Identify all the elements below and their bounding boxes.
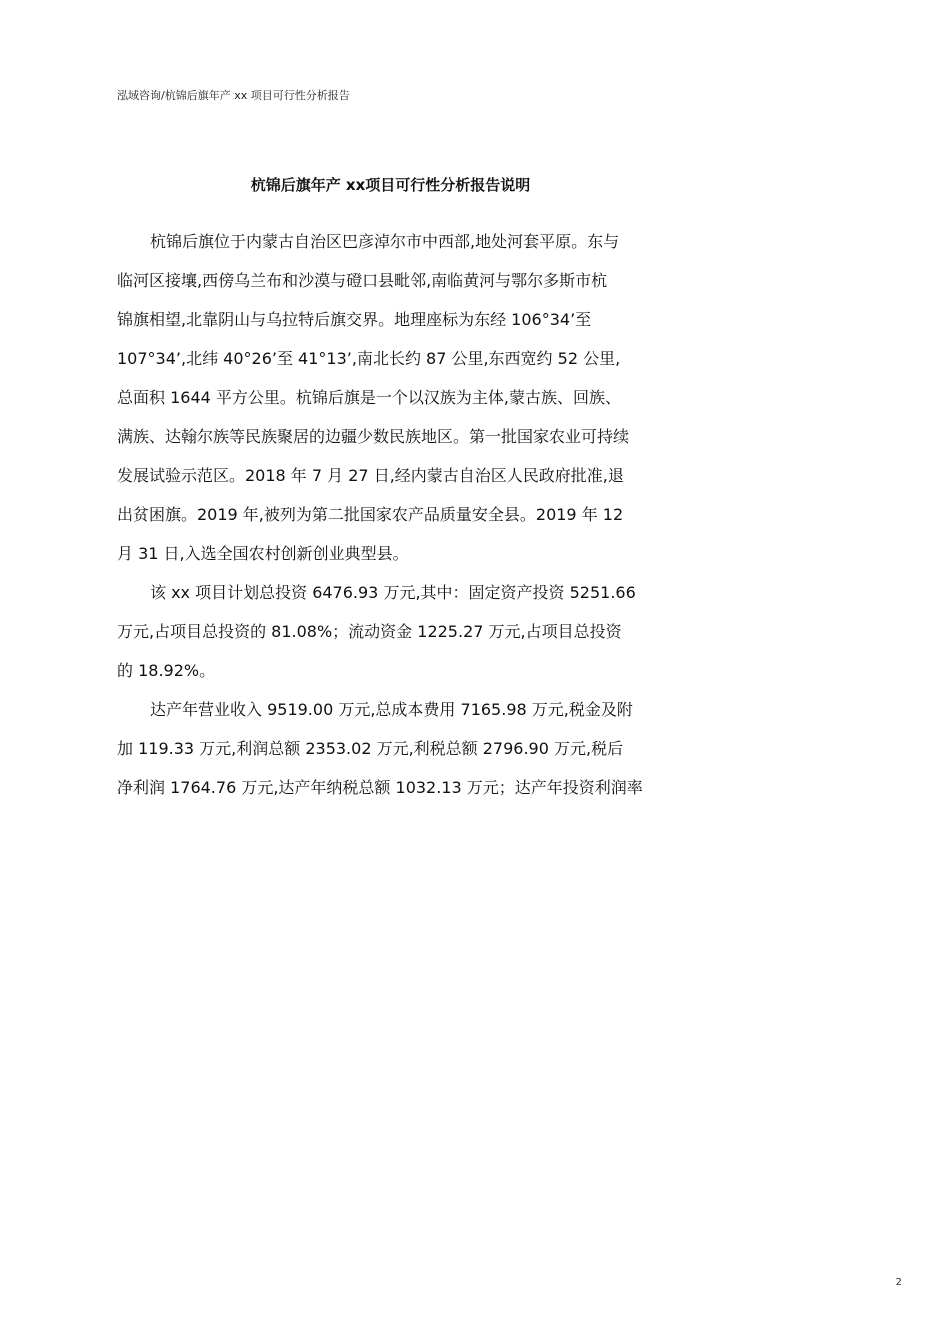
paragraph-investment (117, 583, 677, 700)
paragraph-line: 107°34’,北纬 40°26’至 41°13’,南北长约 87 公里,东西宽约 52 公里, (117, 349, 621, 368)
paragraph-line: 锦旗相望,北靠阴山与乌拉特后旗交界。地理座标为东经 106°34’至 (117, 310, 592, 329)
paragraph-line: 达产年营业收入 9519.00 万元,总成本费用 7165.98 万元,税金及附 (150, 700, 633, 719)
paragraph-line: 加 119.33 万元,利润总额 2353.02 万元,利税总额 2796.90 万元,税后 (117, 739, 624, 758)
paragraph-location (117, 232, 677, 583)
paragraph-line: 总面积 1644 平方公里。杭锦后旗是一个以汉族为主体,蒙古族、回族、 (117, 388, 621, 407)
paragraph-line: 月 31 日,入选全国农村创新创业典型县。 (117, 544, 409, 563)
document-title: 杭锦后旗年产 xx项目可行性分析报告说明 (250, 176, 531, 194)
running-header: 泓域咨询/杭锦后旗年产 xx 项目可行性分析报告 (117, 89, 350, 102)
page-number: 2 (895, 1277, 902, 1288)
paragraph-line: 满族、达翰尔族等民族聚居的边疆少数民族地区。第一批国家农业可持续 (117, 427, 630, 446)
paragraph-line: 净利润 1764.76 万元,达产年纳税总额 1032.13 万元；达产年投资利润率 (117, 778, 643, 797)
paragraph-line: 出贫困旗。2019 年,被列为第二批国家农产品质量安全县。2019 年 12 (117, 505, 624, 524)
paragraph-line: 的 18.92%。 (117, 661, 216, 680)
paragraph-line: 发展试验示范区。2018 年 7 月 27 日,经内蒙古自治区人民政府批准,退 (117, 466, 624, 485)
body-text (117, 232, 677, 817)
paragraph-line: 临河区接壤,西傍乌兰布和沙漠与磴口县毗邻,南临黄河与鄂尔多斯市杭 (117, 271, 608, 290)
paragraph-line: 该 xx 项目计划总投资 6476.93 万元,其中：固定资产投资 5251.66 (150, 583, 636, 602)
paragraph-line: 杭锦后旗位于内蒙古自治区巴彦淖尔市中西部,地处河套平原。东与 (150, 232, 620, 251)
paragraph-revenue (117, 700, 677, 817)
paragraph-line: 万元,占项目总投资的 81.08%；流动资金 1225.27 万元,占项目总投资 (117, 622, 622, 641)
